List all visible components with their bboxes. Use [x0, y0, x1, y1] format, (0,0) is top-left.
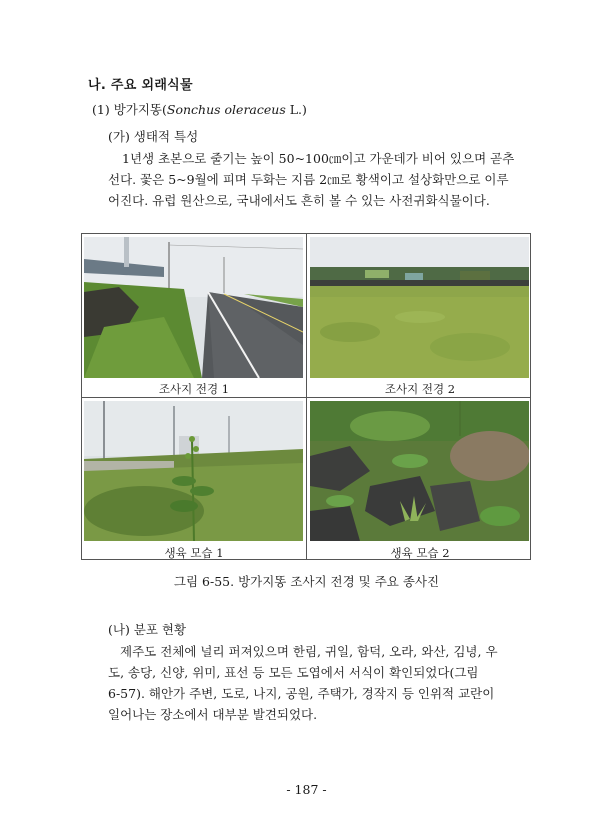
species-heading	[92, 100, 307, 118]
photo-site-view-2	[310, 237, 529, 378]
photo-figure-table	[81, 233, 531, 560]
photo-caption-1: 조사지 전경 1	[158, 382, 230, 396]
photo-growth-view-1	[84, 401, 303, 541]
species-number: (1)	[92, 102, 110, 117]
photo-growth-view-2	[310, 401, 529, 541]
distribution-line: 도, 송당, 신양, 위미, 표선 등 모든 도엽에서 서식이 확인되었다(그림	[108, 665, 479, 680]
photo-caption-4: 생육 모습 2	[390, 546, 450, 560]
ecology-line: 어진다. 유럽 원산으로, 국내에서도 흔히 볼 수 있는 사전귀화식물이다.	[108, 193, 490, 208]
species-scientific-name: Sonchus oleraceus	[166, 102, 286, 117]
section-title: 나. 주요 외래식물	[88, 78, 193, 93]
distribution-heading: (나) 분포 현황	[108, 622, 187, 637]
distribution-paragraph	[108, 641, 533, 725]
species-author: L.)	[285, 102, 307, 117]
photo-site-view-1	[84, 237, 303, 378]
distribution-line: 제주도 전체에 널리 퍼져있으며 한림, 귀일, 함덕, 오라, 와산, 김녕, 우	[120, 644, 498, 659]
distribution-line: 일어나는 장소에서 대부분 발견되었다.	[108, 707, 318, 722]
ecology-heading: (가) 생태적 특성	[108, 129, 199, 144]
distribution-line: 6-57). 해안가 주변, 도로, 나지, 공원, 주택가, 경작지 등 인위적 교란이	[108, 686, 495, 701]
table-divider-horizontal	[82, 397, 530, 398]
ecology-paragraph	[108, 148, 533, 211]
photo-caption-3: 생육 모습 1	[164, 546, 224, 560]
figure-caption: 그림 6-55. 방가지똥 조사지 전경 및 주요 종사진	[173, 574, 440, 589]
photo-caption-2: 조사지 전경 2	[384, 382, 456, 396]
ecology-line: 1년생 초본으로 줄기는 높이 50~100㎝이고 가운데가 비어 있으며 곧추	[122, 151, 515, 166]
page-number: - 187 -	[286, 782, 327, 797]
species-korean-name: 방가지똥(	[113, 102, 167, 117]
ecology-line: 선다. 꽃은 5~9월에 피며 두화는 지름 2㎝로 황색이고 설상화만으로 이루	[108, 172, 509, 187]
